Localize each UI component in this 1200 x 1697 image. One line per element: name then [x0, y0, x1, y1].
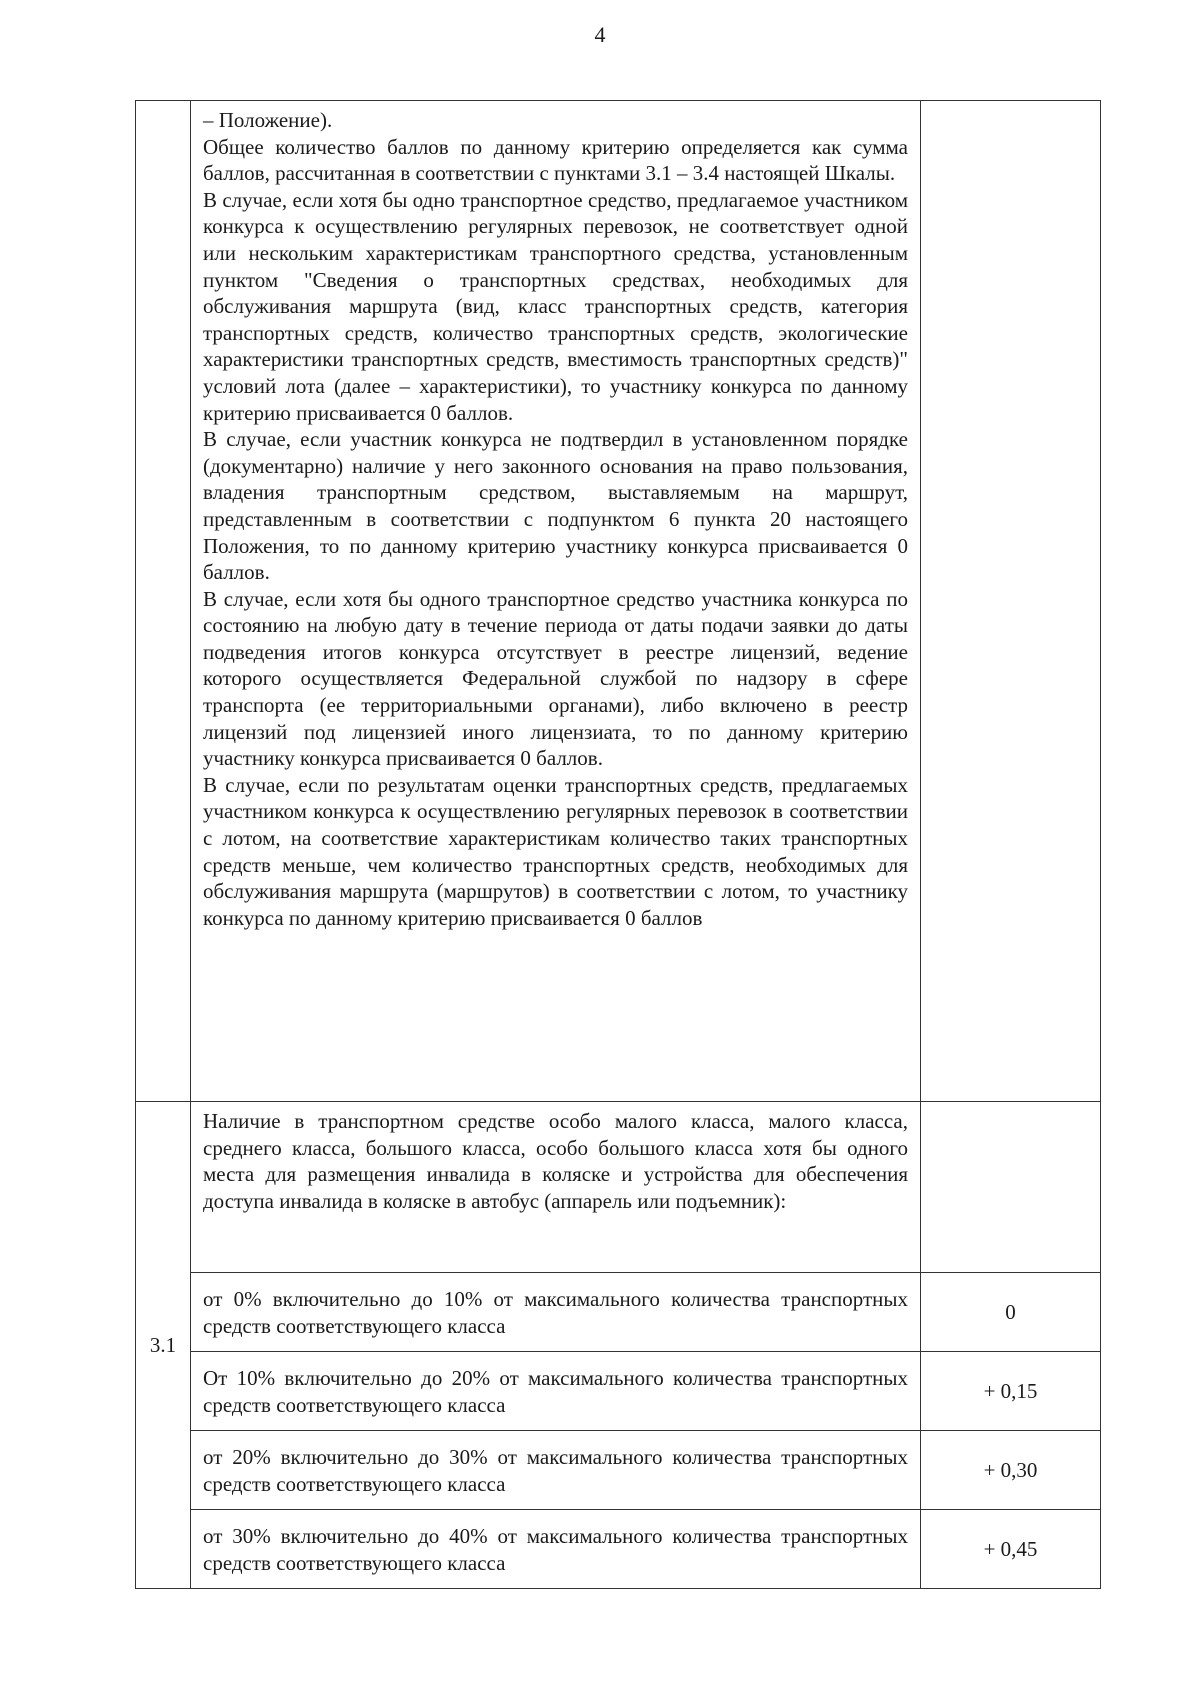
paragraph: Общее количество баллов по данному критерию определяется как сумма баллов, рассчитанная в соответствии с пунктами 3.1 – 3.4 настоящей Шкалы.: [203, 134, 908, 186]
option-text: от 30% включительно до 40% от максимального количества транспортных средств соответствующего класса: [191, 1510, 921, 1589]
empty-number-cell: [136, 101, 191, 1102]
page-number: 4: [594, 22, 606, 47]
section-number: 3.1: [136, 1102, 191, 1589]
paragraph: В случае, если хотя бы одно транспортное средство, предлагаемое участником конкурса к осуществлению регулярных перевозок, не соответствует одной или нескольким характеристикам транспортного средства, установленным пунктом "Сведения о транспортных средствах, необходимых для обслуживания маршрута (вид, класс транспортных средств, категория транспортных средств, количество транспортных средств, экологические характеристики транспортных средств, вместимость транспортных средств)" условий лота (далее – характеристики), то участнику конкурса по данному критерию присваивается 0 баллов.: [203, 187, 908, 425]
option-score: + 0,45: [921, 1510, 1101, 1589]
option-row: [136, 1352, 1101, 1431]
option-text: От 10% включительно до 20% от максимального количества транспортных средств соответствующего класса: [191, 1352, 921, 1431]
continuation-row: [136, 101, 1101, 1102]
empty-score-cell: [921, 101, 1101, 1102]
option-row: [136, 1510, 1101, 1589]
section-description: Наличие в транспортном средстве особо малого класса, малого класса, среднего класса, большого класса, особо большого класса хотя бы одного места для размещения инвалида в коляске и устройства для обеспечения доступа инвалида в коляске в автобус (аппарель или подъемник):: [191, 1102, 921, 1273]
option-text: от 0% включительно до 10% от максимального количества транспортных средств соответствующего класса: [191, 1273, 921, 1352]
paragraph: В случае, если участник конкурса не подтвердил в установленном порядке (документарно) наличие у него законного основания на право пользования, владения транспортным средством, выставляемым на маршрут, представленным в соответствии с подпунктом 6 пункта 20 настоящего Положения, то по данному критерию участнику конкурса присваивается 0 баллов.: [203, 427, 908, 585]
continuation-text-cell: [191, 101, 921, 1102]
option-row: [136, 1431, 1101, 1510]
option-score: + 0,30: [921, 1431, 1101, 1510]
empty-score-cell: [921, 1102, 1101, 1273]
option-row: [136, 1273, 1101, 1352]
option-text: от 20% включительно до 30% от максимального количества транспортных средств соответствующего класса: [191, 1431, 921, 1510]
option-score: 0: [921, 1273, 1101, 1352]
paragraph: – Положение).: [203, 108, 333, 132]
criteria-table: [135, 100, 1101, 1589]
paragraph: В случае, если по результатам оценки транспортных средств, предлагаемых участником конкурса к осуществлению регулярных перевозок в соответствии с лотом, на соответствие характеристикам количество таких транспортных средств меньше, чем количество транспортных средств, необходимых для обслуживания маршрута (маршрутов) в соответствии с лотом, то участнику конкурса по данному критерию присваивается 0 баллов: [203, 772, 908, 930]
paragraph: В случае, если хотя бы одного транспортное средство участника конкурса по состоянию на любую дату в течение периода от даты подачи заявки до даты подведения итогов конкурса отсутствует в реестре лицензий, ведение которого осуществляется Федеральной службой по надзору в сфере транспорта (ее территориальными органами), либо включено в реестр лицензий под лицензией иного лицензиата, то по данному критерию участнику конкурса присваивается 0 баллов.: [203, 586, 908, 771]
section-heading-row: [136, 1102, 1101, 1273]
option-score: + 0,15: [921, 1352, 1101, 1431]
